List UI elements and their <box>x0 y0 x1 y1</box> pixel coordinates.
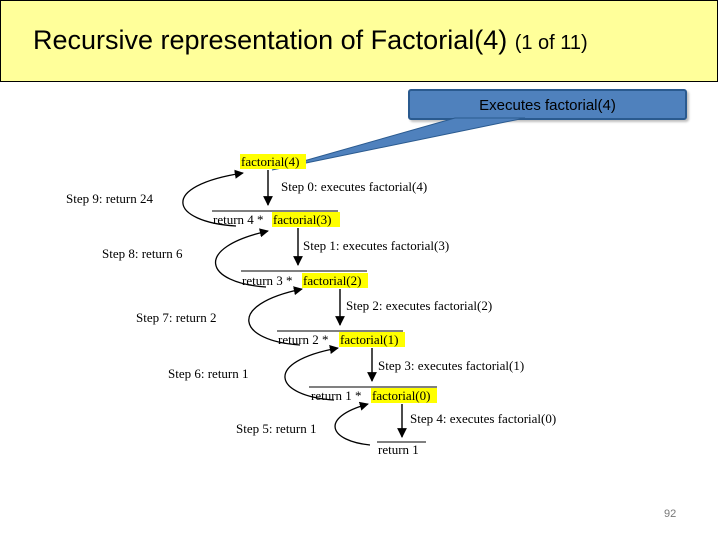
top-call: factorial(4) <box>241 154 300 169</box>
return-3-prefix: return 2 * <box>278 332 329 347</box>
return-2-call: factorial(2) <box>303 273 362 288</box>
step-0: Step 0: executes factorial(4) <box>281 179 428 194</box>
page-number: 92 <box>664 508 677 520</box>
return-1-prefix: return 4 * <box>213 212 264 227</box>
title-sub: (1 of 11) <box>514 32 588 54</box>
step-4: Step 4: executes factorial(0) <box>410 411 557 426</box>
step-1: Step 1: executes factorial(3) <box>303 238 450 253</box>
return-step-9: Step 9: return 24 <box>66 191 154 206</box>
return-step-5: Step 5: return 1 <box>236 421 317 436</box>
return-3-call: factorial(1) <box>340 332 399 347</box>
step-2: Step 2: executes factorial(2) <box>346 298 493 313</box>
return-4-call: factorial(0) <box>372 388 431 403</box>
step-3: Step 3: executes factorial(1) <box>378 358 525 373</box>
return-step-6: Step 6: return 1 <box>168 366 249 381</box>
return-2-prefix: return 3 * <box>242 273 293 288</box>
return-1-call: factorial(3) <box>273 212 332 227</box>
callout-label: Executes factorial(4) <box>479 97 616 114</box>
return-5-prefix: return 1 <box>378 442 419 457</box>
return-arrow-5 <box>335 404 370 445</box>
return-4-prefix: return 1 * <box>311 388 362 403</box>
return-step-7: Step 7: return 2 <box>136 310 217 325</box>
return-step-8: Step 8: return 6 <box>102 246 183 261</box>
title-main: Recursive representation of Factorial(4) <box>33 25 508 55</box>
callout-pointer <box>272 118 525 170</box>
